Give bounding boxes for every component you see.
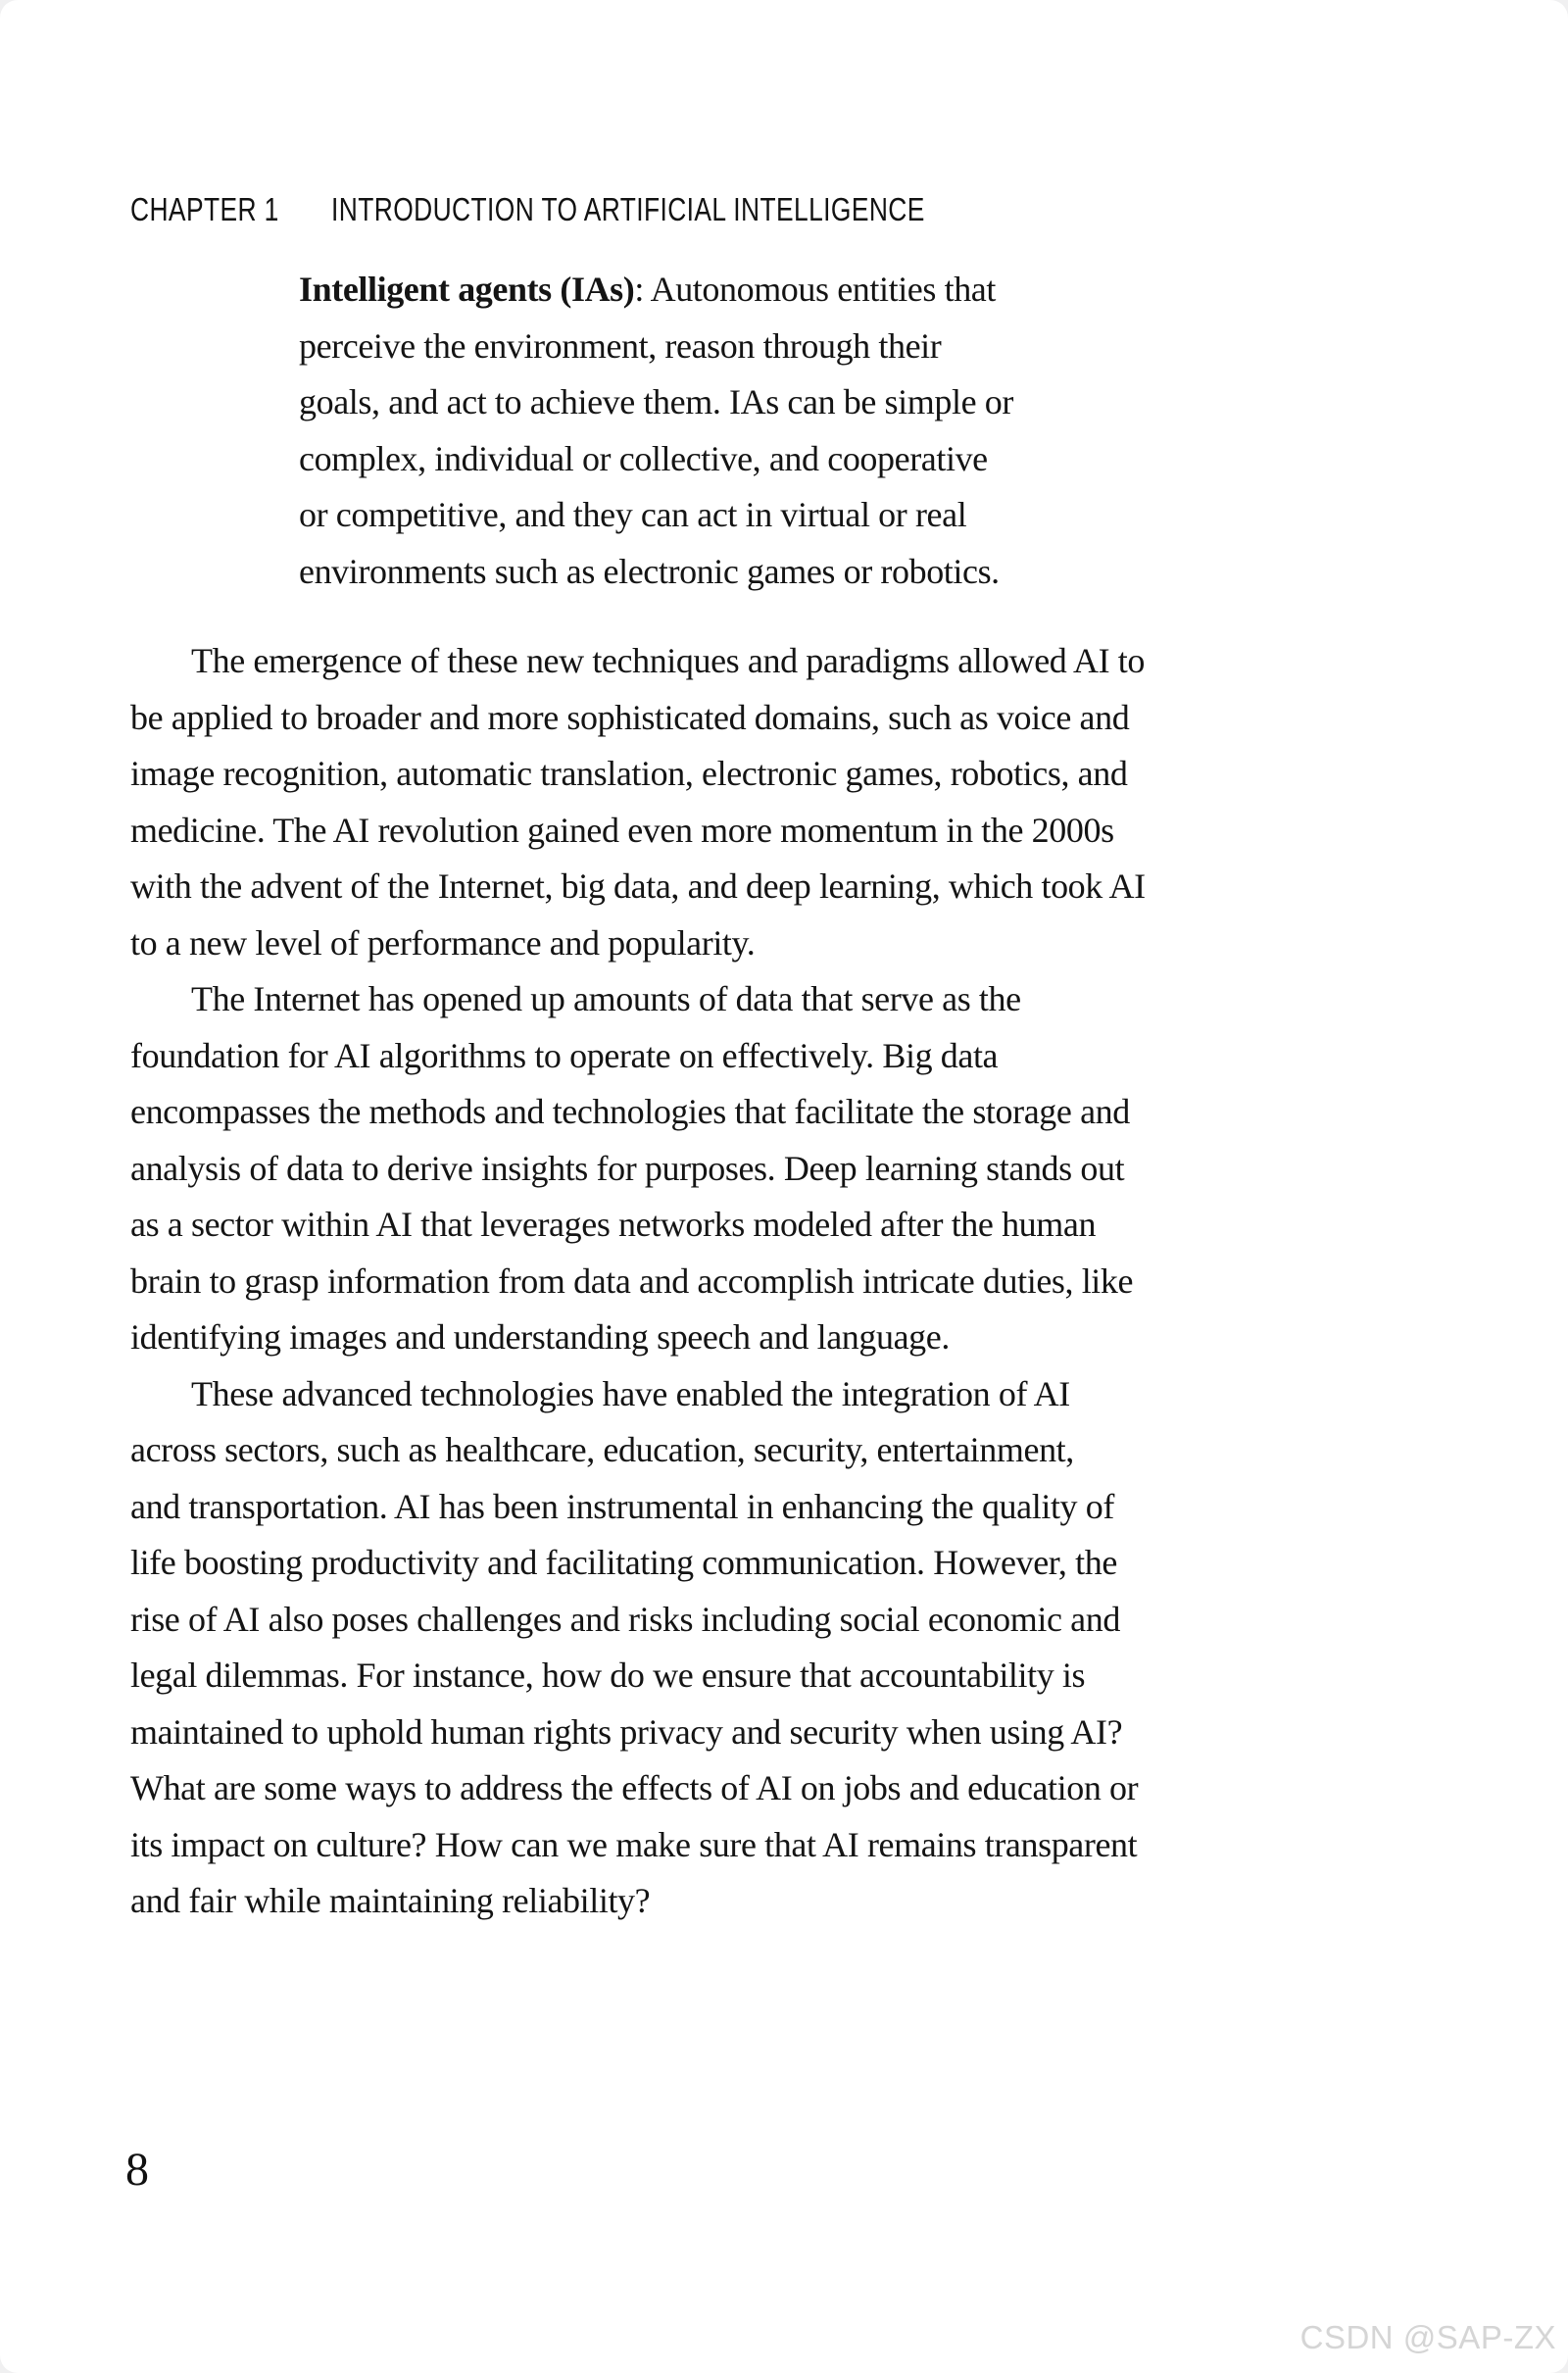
quote-bold-lead: Intelligent agents (IAs) [299,270,635,309]
text-line: medicine. The AI revolution gained even more momentum in the 2000s [130,810,1114,850]
quote-line: or competitive, and they can act in virtual or real [299,495,967,534]
watermark: CSDN @SAP-ZX [1299,2319,1556,2355]
chapter-label: CHAPTER 1 [130,191,279,227]
text-line: life boosting productivity and facilitating communication. However, the [130,1543,1117,1582]
quote-line [299,262,1220,319]
text-line: The Internet has opened up amounts of data that serve as the [191,979,1021,1018]
text-line: These advanced technologies have enabled the integration of AI [191,1373,1070,1413]
quote-line-rest: : Autonomous entities that [634,270,996,309]
text-line: as a sector within AI that leverages networks modeled after the human [130,1205,1097,1244]
text-line: with the advent of the Internet, big data, and deep learning, which took AI [130,866,1146,906]
definition-block-quote [299,262,1220,600]
text-line: foundation for AI algorithms to operate on effectively. Big data [130,1035,999,1075]
text-line: The emergence of these new techniques and paradigms allowed AI to [191,641,1145,680]
text-line: its impact on culture? How can we make sure that AI remains transparent [130,1824,1138,1864]
text-line: across sectors, such as healthcare, education, security, entertainment, [130,1430,1074,1469]
text-line: analysis of data to derive insights for purposes. Deep learning stands out [130,1148,1125,1188]
text-line: maintained to uphold human rights privacy and security when using AI? [130,1711,1123,1752]
text-line: and transportation. AI has been instrumental in enhancing the quality of [130,1486,1114,1526]
quote-line: environments such as electronic games or robotics. [299,551,1000,591]
text-line: brain to grasp information from data and accomplish intricate duties, like [130,1261,1134,1301]
text-line: be applied to broader and more sophisticated domains, such as voice and [130,697,1130,737]
body-text [130,633,1395,1930]
text-line: legal dilemmas. For instance, how do we ensure that accountability is [130,1656,1086,1695]
text-line: rise of AI also poses challenges and risks including social economic and [130,1599,1120,1639]
quote-line: perceive the environment, reason through their [299,325,942,366]
text-line: identifying images and understanding speech and language. [130,1317,950,1357]
quote-line: complex, individual or collective, and cooperative [299,438,988,478]
text-line: and fair while maintaining reliability? [130,1881,651,1920]
text-line: to a new level of performance and popularity. [130,922,756,963]
text-line: image recognition, automatic translation, electronic games, robotics, and [130,754,1128,793]
text-line: What are some ways to address the effects of AI on jobs and education or [130,1768,1139,1807]
text-line: encompasses the methods and technologies that facilitate the storage and [130,1092,1130,1131]
chapter-title: INTRODUCTION TO ARTIFICIAL INTELLIGENCE [331,191,925,227]
quote-line: goals, and act to achieve them. IAs can be simple or [299,382,1013,421]
page-number: 8 [125,2144,149,2196]
